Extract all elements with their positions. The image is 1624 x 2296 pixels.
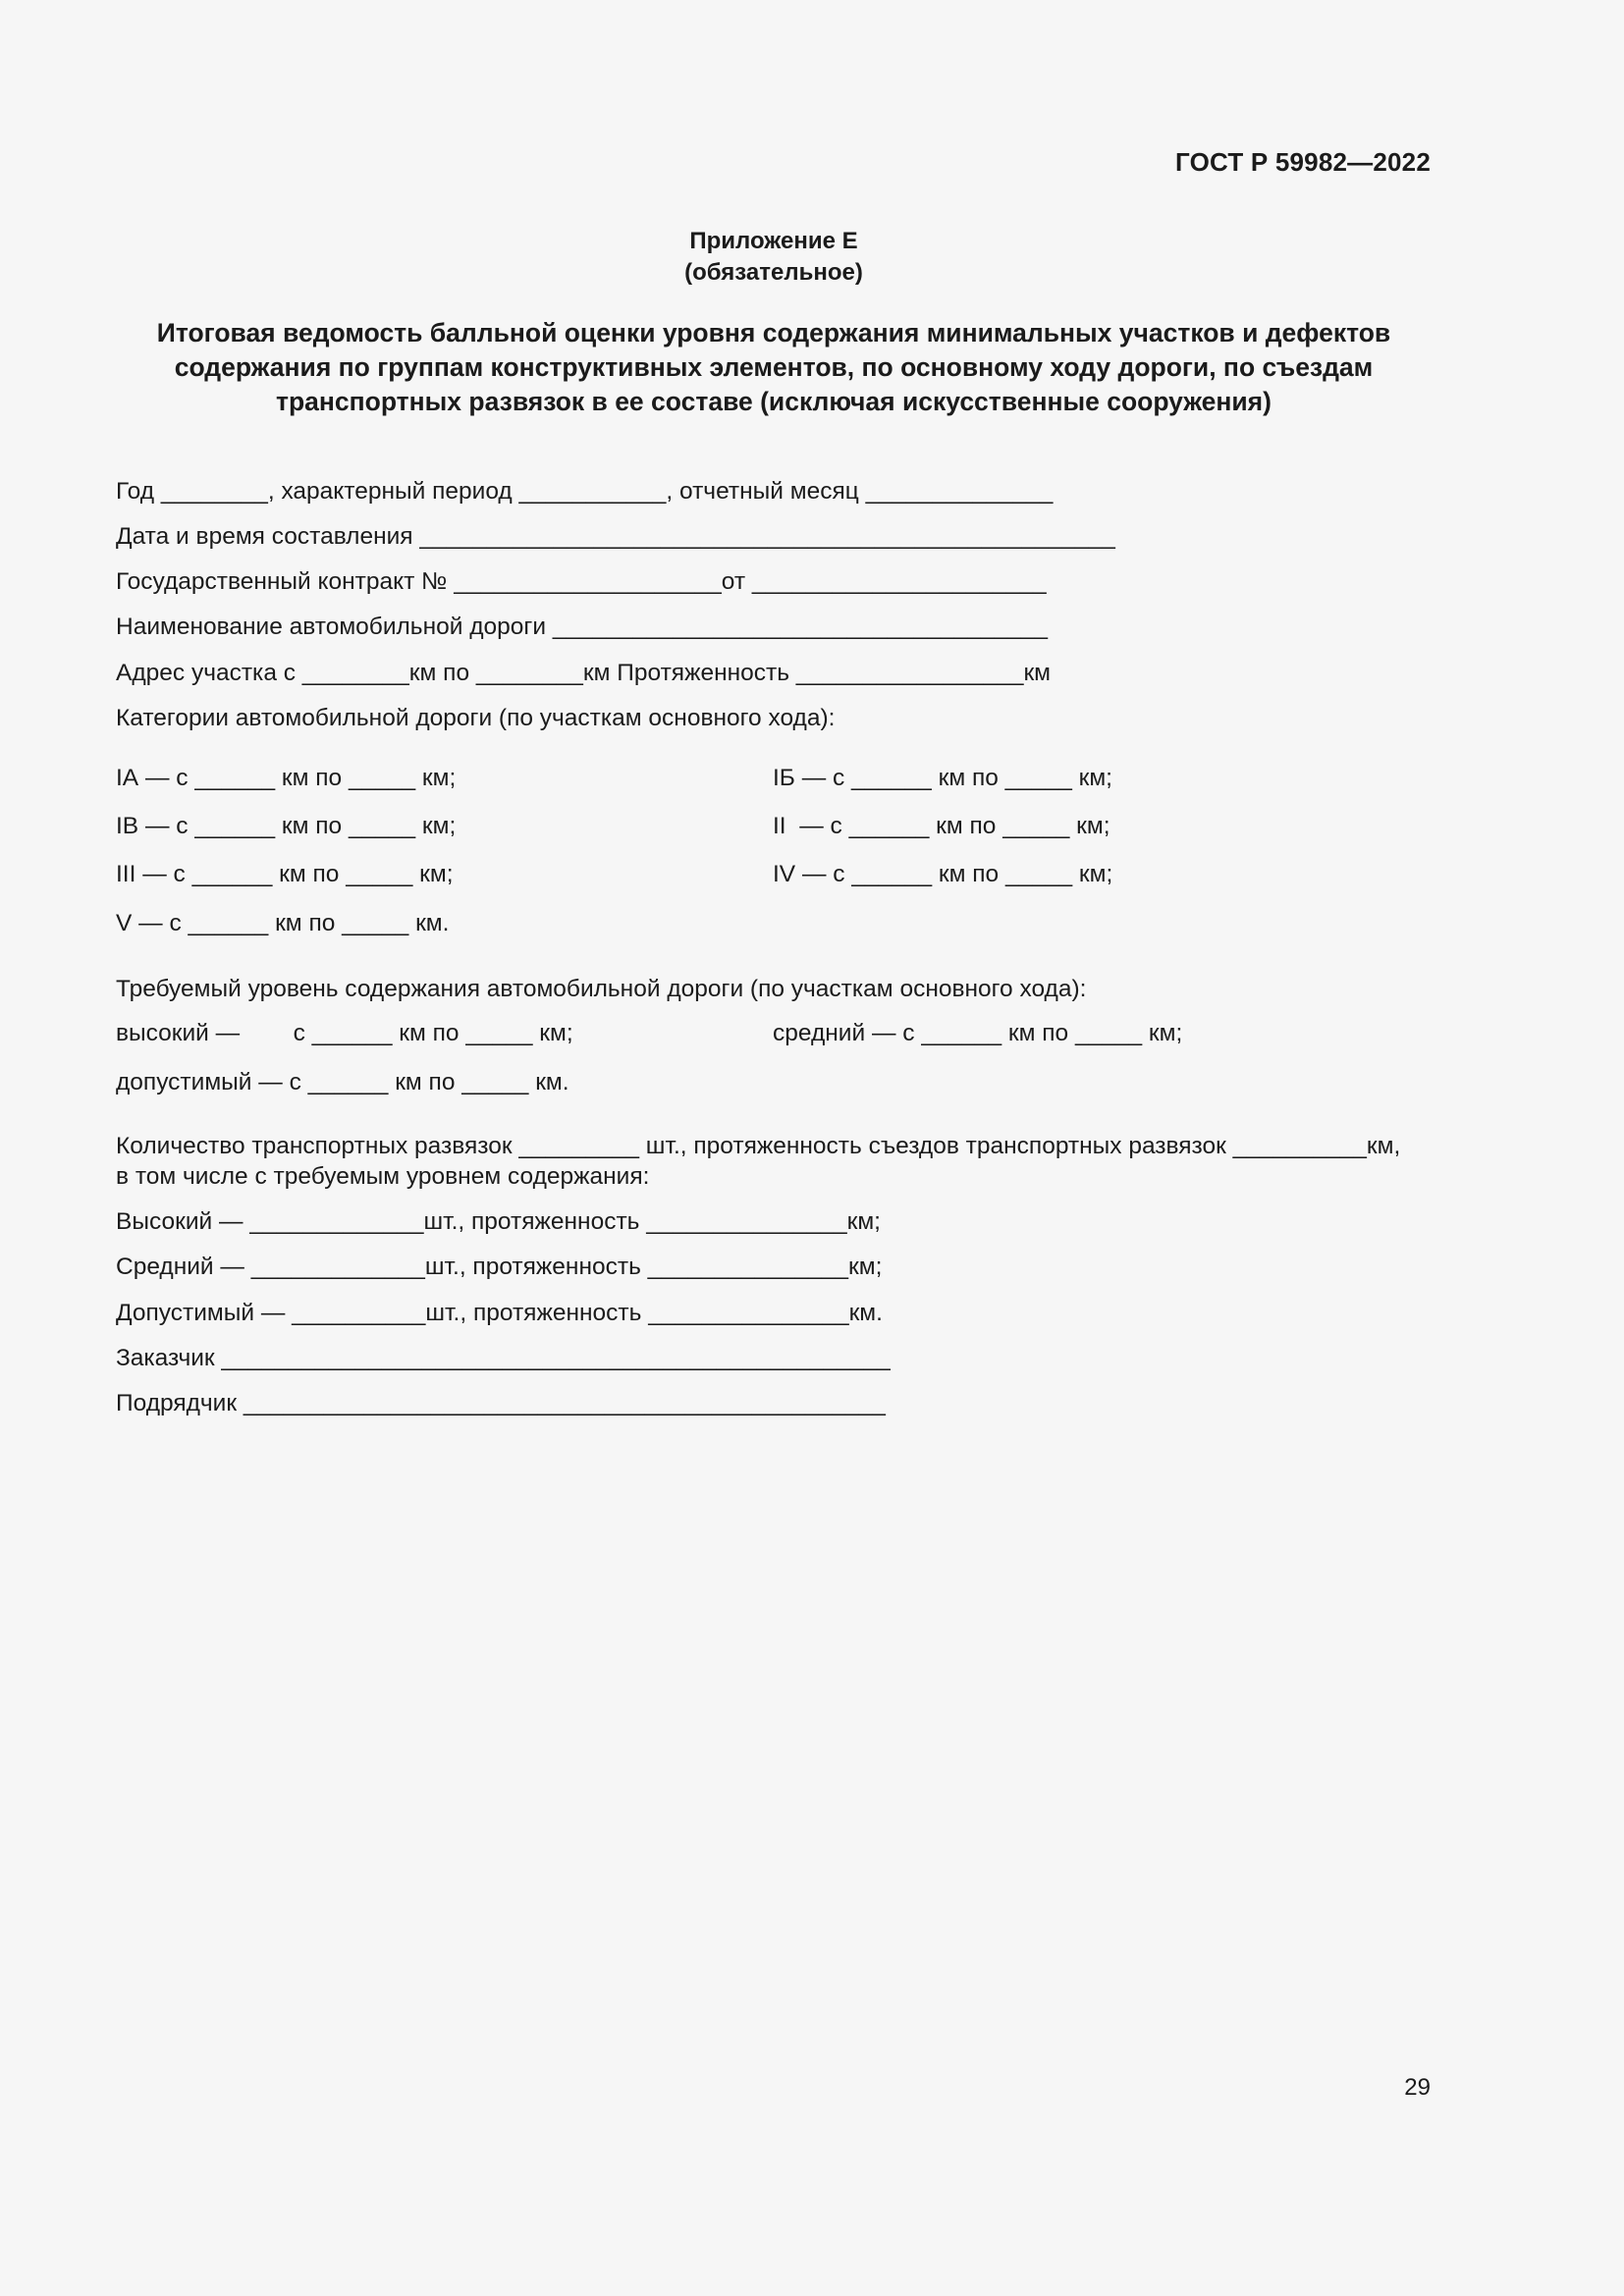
category-4-field: IV — с ______ км по _____ км; [773, 861, 1113, 887]
section-address-field: Адрес участка с ________км по ________км Протяженность _________________км [116, 660, 1052, 686]
categories-heading: Категории автомобильной дороги (по участкам основного хода): [116, 705, 836, 731]
levels-heading: Требуемый уровень содержания автомобильной дороги (по участкам основного хода): [116, 976, 1087, 1002]
level-high-field: высокий — с ______ км по _____ км; [116, 1020, 573, 1046]
page-number: 29 [1404, 2074, 1431, 2101]
appendix-status: (обязательное) [684, 259, 863, 286]
junction-allow-field: Допустимый — __________шт., протяженность _______________км. [116, 1300, 883, 1326]
appendix-heading [0, 226, 1547, 289]
junctions-field: Количество транспортных развязок _________ шт., протяженность съездов транспортных развязок __________км, [116, 1133, 1401, 1159]
title-line-3: транспортных развязок в ее составе (исключая искусственные сооружения) [276, 387, 1272, 416]
level-allow-field: допустимый — с ______ км по _____ км. [116, 1069, 569, 1095]
category-1b-field: IБ — с ______ км по _____ км; [773, 765, 1112, 791]
category-5-field: V — с ______ км по _____ км. [116, 910, 450, 936]
customer-field: Заказчик __________________________________________________ [116, 1345, 891, 1371]
road-name-field: Наименование автомобильной дороги _____________________________________ [116, 614, 1048, 640]
category-3-field: III — с ______ км по _____ км; [116, 861, 454, 887]
document-title [116, 316, 1432, 419]
junction-high-field: Высокий — _____________шт., протяженность _______________км; [116, 1208, 881, 1235]
junctions-subheading: в том числе с требуемым уровнем содержания: [116, 1163, 650, 1190]
year-period-month-field: Год ________, характерный период ___________, отчетный месяц ______________ [116, 478, 1054, 505]
level-mid-field: средний — с ______ км по _____ км; [773, 1020, 1183, 1046]
category-1v-field: IВ — с ______ км по _____ км; [116, 813, 457, 839]
category-1a-field: IА — с ______ км по _____ км; [116, 765, 457, 791]
contractor-field: Подрядчик ________________________________________________ [116, 1390, 886, 1416]
title-line-2: содержания по группам конструктивных элементов, по основному ходу дороги, по съездам [174, 352, 1374, 382]
datetime-field: Дата и время составления ____________________________________________________ [116, 523, 1115, 550]
standard-number: ГОСТ Р 59982—2022 [1175, 147, 1431, 177]
junction-mid-field: Средний — _____________шт., протяженность _______________км; [116, 1254, 883, 1280]
contract-field: Государственный контракт № ____________________от ______________________ [116, 568, 1047, 595]
appendix-title: Приложение Е [689, 228, 858, 254]
title-line-1: Итоговая ведомость балльной оценки уровня содержания минимальных участков и дефектов [156, 318, 1391, 347]
category-2-field: II — с ______ км по _____ км; [773, 813, 1110, 839]
